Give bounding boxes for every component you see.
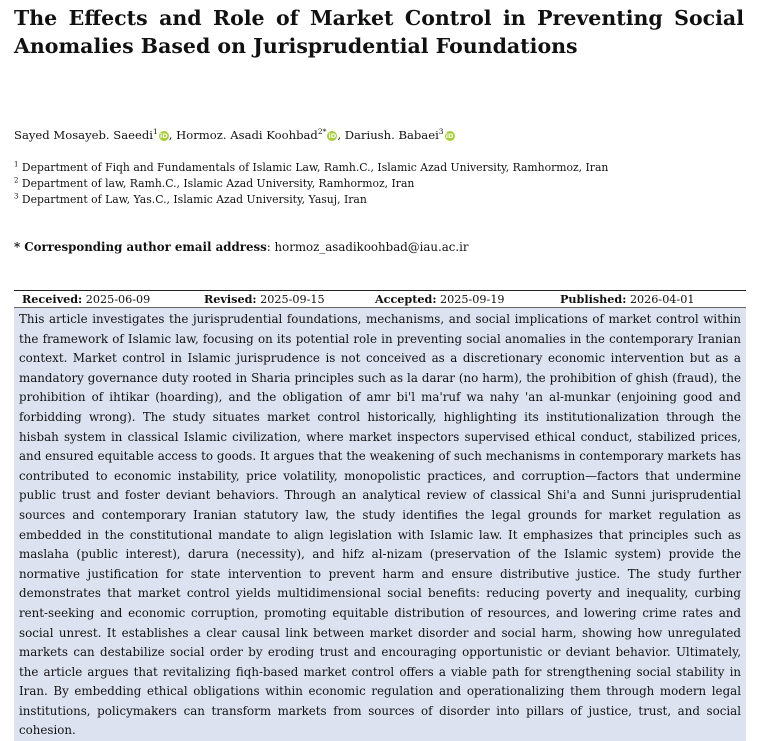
corresponding-email[interactable]: hormoz_asadikoohbad@iau.ac.ir [274,240,469,254]
orcid-icon[interactable]: iD [159,132,168,140]
received-value: 2025-06-09 [85,293,151,306]
author-sup: 2* [317,127,327,137]
paper-title: The Effects and Role of Market Control in Preventing Social Anomalies Based on Jurisprudential Foundations [14,6,744,58]
affiliation-sup: 2 [14,176,19,185]
affiliation-list [14,160,608,208]
published-value: 2026-04-01 [629,293,695,306]
affiliation-text: Department of Fiqh and Fundamentals of Islamic Law, Ramh.C., Islamic Azad University, Ramhormoz, Iran [21,161,609,174]
received-label: Received: [22,292,83,306]
accepted-date [375,291,505,308]
author-name: Sayed Mosayeb. Saeedi [14,128,153,142]
author-list: Sayed Mosayeb. Saeedi$^1$ iD, Hormoz. Asadi Koohbad$^{2*}$ iD, Dariush. Babaei$^3$ iD [14,127,454,142]
affiliation-text: Department of Law, Yas.C., Islamic Azad University, Yasuj, Iran [21,193,367,206]
corresponding-author: * Corresponding author email address: hormoz_asadikoohbad@iau.ac.ir [14,240,469,254]
author-name: Hormoz. Asadi Koohbad [176,128,318,142]
received-date [22,291,150,308]
dates-bar [14,290,746,308]
abstract-text: This article investigates the jurisprudential foundations, mechanisms, and social implications of market control within the framework of Islamic law, focusing on its potential role in preventing social anomalies in the contemporary Iranian context. Market control in Islamic jurisprudence is not conceived as a discretionary economic intervention but as a mandatory governance duty rooted in Sharia principles such as la darar (no harm), the prohibition of ghish (fraud), the prohibition of ihtikar (hoarding), and the obligation of amr bi'l ma'ruf wa nahy 'an al-munkar (enjoining good and forbidding wrong). The study situates market control historically, highlighting its institutionalization through the hisbah system in classical Islamic civilization, where market inspectors supervised ethical conduct, stabilized prices, and ensured equitable access to goods. It argues that the weakening of such mechanisms in contemporary markets has contributed to economic instability, price volatility, monopolistic practices, and corruption—factors that undermine public trust and foster deviant behaviors. Through an analytical review of classical Shi'a and Sunni jurisprudential sources and contemporary Iranian statutory law, the study identifies the legal grounds for market regulation as embedded in the constitutional mandate to align legislation with Islamic law. It emphasizes that principles such as maslaha (public interest), darura (necessity), and hifz al-nizam (preservation of the Islamic system) provide the normative justification for state intervention to prevent harm and ensure distributive justice. The study further demonstrates that market control yields multidimensional social benefits: reducing poverty and inequality, curbing rent-seeking and economic corruption, promoting equitable distribution of resources, and lowering crime rates and social unrest. It establishes a clear causal link between market disorder and social harm, showing how unregulated markets can destabilize social order by eroding trust and encouraging opportunistic or deviant behavior. Ultimately, the article argues that revitalizing fiqh-based market control offers a viable path for strengthening social stability in Iran. By embedding ethical obligations within economic regulation and operationalizing them through modern legal institutions, policymakers can transform markets from sources of disorder into pillars of justice, trust, and social cohesion. [14,308,746,741]
author-name: Dariush. Babaei [344,128,439,142]
published-label: Published: [560,292,627,306]
accepted-label: Accepted: [375,292,437,306]
corresponding-label: * Corresponding author email address [14,240,267,254]
affiliation-sup: 1 [14,160,19,169]
affiliation-item [14,160,608,176]
revised-date [204,291,325,308]
revised-label: Revised: [204,292,257,306]
published-date [560,291,694,308]
orcid-icon[interactable]: iD [445,132,454,140]
author-sup: 1 [153,127,158,137]
affiliation-item [14,176,608,192]
orcid-icon[interactable]: iD [328,132,337,140]
affiliation-text: Department of law, Ramh.C., Islamic Azad University, Ramhormoz, Iran [21,177,415,190]
accepted-value: 2025-09-19 [440,293,505,306]
affiliation-item [14,192,608,208]
revised-value: 2025-09-15 [260,293,325,306]
affiliation-sup: 3 [14,192,19,201]
author-sup: 3 [438,127,444,137]
